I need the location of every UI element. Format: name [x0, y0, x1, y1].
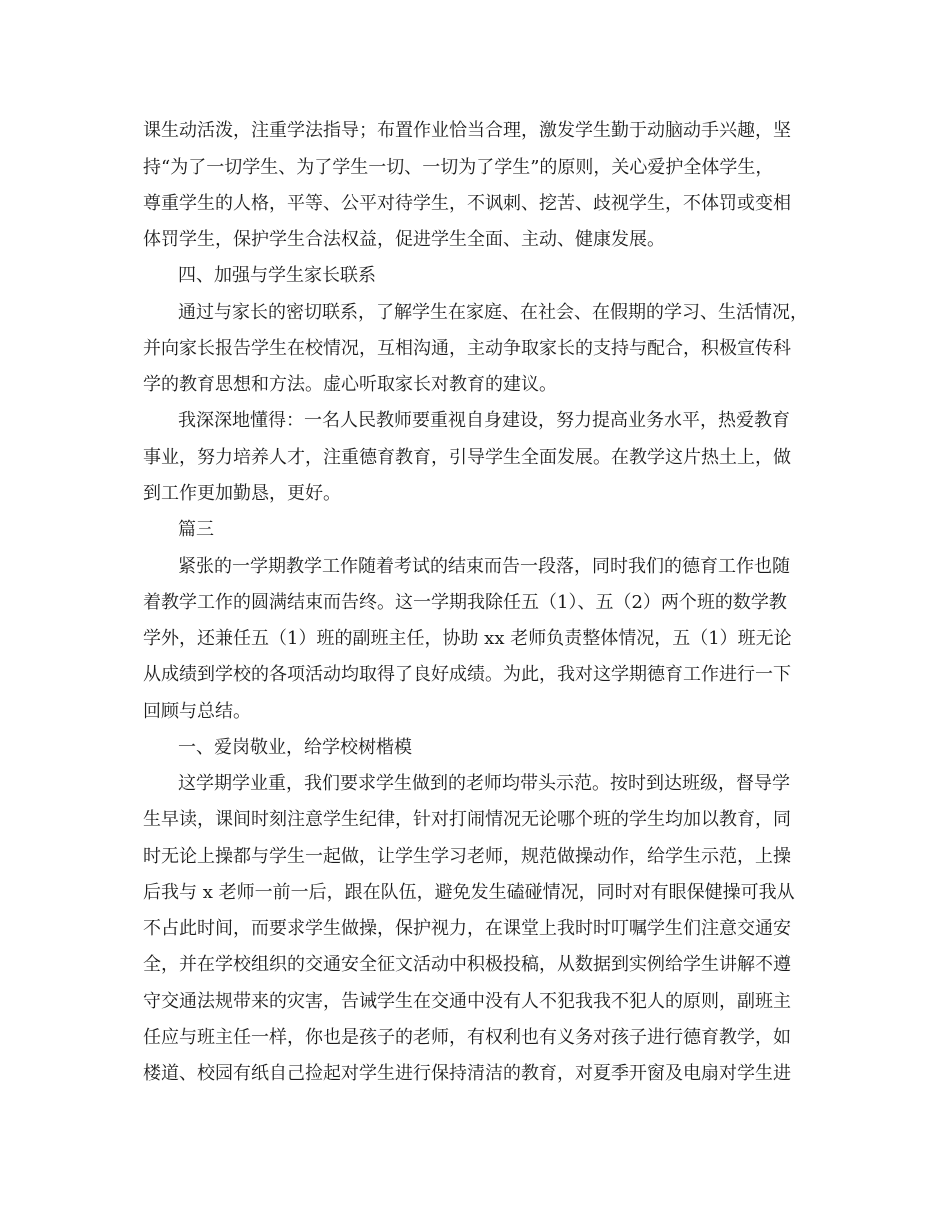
text-line: 不占此时间，而要求学生做操，保护视力，在课堂上我时时叮嘱学生们注意交通安: [143, 918, 791, 939]
text-line: 我深深地懂得：一名人民教师要重视自身建设，努力提高业务水平，热爱教育: [178, 410, 790, 431]
section-heading: 一、爱岗敬业，给学校树楷模: [178, 737, 412, 758]
text-line: 生早读，课间时刻注意学生纪律，针对打闹情况无论哪个班的学生均加以教育，同: [143, 809, 791, 830]
text-line: 守交通法规带来的灾害，告诫学生在交通中没有人不犯我我不犯人的原则，副班主: [143, 991, 791, 1012]
text-line: 任应与班主任一样，你也是孩子的老师，有权利也有义务对孩子进行德育教学，如: [143, 1027, 791, 1048]
text-line: 尊重学生的人格，平等、公平对待学生，不讽刺、挖苦、歧视学生，不体罚或变相: [143, 193, 791, 214]
text-line: 后我与 x 老师一前一后，跟在队伍，避免发生磕碰情况，同时对有眼保健操可我从: [143, 882, 795, 903]
text-line: 楼道、校园有纸自己捡起对学生进行保持清洁的教育，对夏季开窗及电扇对学生进: [143, 1063, 791, 1084]
text-line: 紧张的一学期教学工作随着考试的结束而告一段落，同时我们的德育工作也随: [178, 556, 790, 577]
text-line: 学的教育思想和方法。虚心听取家长对教育的建议。: [143, 374, 557, 395]
text-line: 课生动活泼，注重学法指导；布置作业恰当合理，激发学生勤于动脑动手兴趣，坚: [143, 120, 791, 141]
text-line: 体罚学生，保护学生合法权益，促进学生全面、主动、健康发展。: [143, 229, 665, 250]
text-line: 全，并在学校组织的交通安全征文活动中积极投稿，从数据到实例给学生讲解不遵: [143, 954, 791, 975]
text-line: 持“为了一切学生、为了学生一切、一切为了学生”的原则，关心爱护全体学生，: [143, 157, 774, 178]
text-line: 通过与家长的密切联系，了解学生在家庭、在社会、在假期的学习、生活情况，: [178, 302, 808, 323]
section-heading: 四、加强与学生家长联系: [178, 265, 376, 286]
text-line: 从成绩到学校的各项活动均取得了良好成绩。为此，我对这学期德育工作进行一下: [143, 664, 791, 685]
text-line: 事业，努力培养人才，注重德育教育，引导学生全面发展。在教学这片热土上，做: [143, 447, 791, 468]
text-line: 学外，还兼任五（1）班的副班主任，协助 xx 老师负责整体情况，五（1）班无论: [143, 628, 792, 649]
text-line: 到工作更加勤恳，更好。: [143, 483, 341, 504]
text-line: 着教学工作的圆满结束而告终。这一学期我除任五（1）、五（2）两个班的数学教: [143, 592, 787, 613]
text-line: 并向家长报告学生在校情况，互相沟通，主动争取家长的支持与配合，积极宣传科: [143, 338, 791, 359]
section-heading: 篇三: [178, 519, 214, 540]
text-line: 回顾与总结。: [143, 701, 251, 722]
text-line: 这学期学业重，我们要求学生做到的老师均带头示范。按时到达班级，督导学: [178, 773, 790, 794]
text-line: 时无论上操都与学生一起做，让学生学习老师，规范做操动作，给学生示范，上操: [143, 846, 791, 867]
